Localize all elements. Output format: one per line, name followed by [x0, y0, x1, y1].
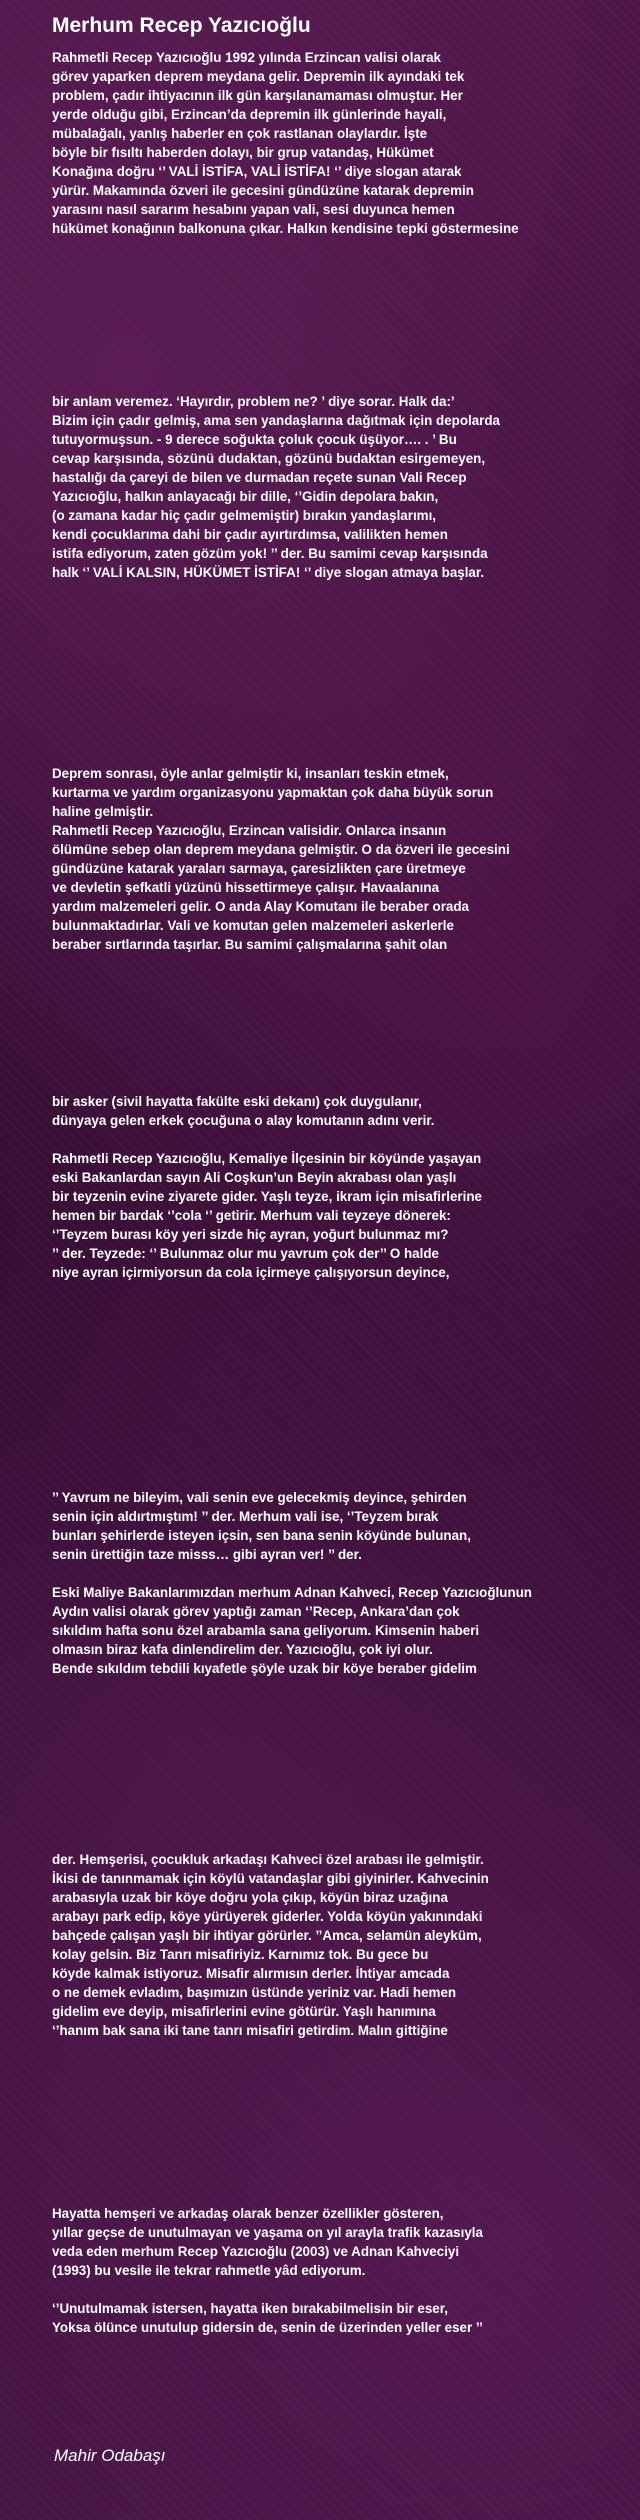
text-line: der. Hemşerisi, çocukluk arkadaşı Kahveci özel arabası ile gelmiştir.	[52, 1852, 484, 1867]
text-line: (1993) bu vesile ile tekrar rahmetle yâd ediyorum.	[52, 2263, 366, 2278]
text-line: veda eden merhum Recep Yazıcıoğlu (2003) ve Adnan Kahveciyi	[52, 2244, 460, 2259]
paragraph	[52, 392, 636, 582]
text-line: köyde kalmak istiyoruz. Misafir alırmısın derler. İhtiyar amcada	[52, 1966, 450, 1981]
text-line: istifa ediyorum, zaten gözüm yok! ’’ der. Bu samimi cevap karşısında	[52, 546, 488, 561]
text-line: hükümet konağının balkonuna çıkar. Halkın kendisine tepki göstermesine	[52, 221, 519, 236]
text-line: eski Bakanlardan sayın Ali Coşkun’un Beyin akrabası olan yaşlı	[52, 1170, 457, 1185]
text-line	[52, 2280, 636, 2299]
text-line: halk ‘’ VALİ KALSIN, HÜKÜMET İSTİFA! ‘’ diye slogan atmaya başlar.	[52, 565, 485, 580]
paragraph	[52, 764, 636, 954]
text-line: sıkıldım hafta sonu özel arabamla sana geliyorum. Kimsenin haberi	[52, 1623, 480, 1638]
paragraph	[52, 1092, 636, 1282]
text-line: bir anlam veremez. ‘Hayırdır, problem ne? ’ diye sorar. Halk da:’	[52, 394, 455, 409]
page-title: Merhum Recep Yazıcıoğlu	[52, 14, 311, 37]
text-line: Rahmetli Recep Yazıcıoğlu, Erzincan valisidir. Onlarca insanın	[52, 823, 447, 838]
text-line: kolay gelsin. Biz Tanrı misafiriyiz. Karnımız tok. Bu gece bu	[52, 1947, 429, 1962]
text-line: yarasını nasıl sararım hesabını yapan vali, sesi duyunca hemen	[52, 202, 455, 217]
text-line: gidelim eve deyip, misafirlerini evine götürür. Yaşlı hanımına	[52, 2004, 436, 2019]
text-line: (o zamana kadar hiç çadır gelmemiştir) bırakın yandaşlarımı,	[52, 508, 437, 523]
text-line: ölümüne sebep olan deprem meydana gelmiştir. O da özveri ile gecesini	[52, 842, 510, 857]
text-line: ’’ Yavrum ne bileyim, vali senin eve gelecekmiş deyince, şehirden	[52, 1490, 467, 1505]
text-line: tutuyormuşsun. - 9 derece soğukta çoluk çocuk üşüyor…. . ’ Bu	[52, 432, 457, 447]
text-line: ‘’Unutulmamak istersen, hayatta iken bırakabilmelisin bir eser,	[52, 2301, 448, 2316]
text-line: bahçede çalışan yaşlı bir ihtiyar görürler. ’’Amca, selamün aleyküm,	[52, 1928, 482, 1943]
text-line: Yoksa ölünce unutulup gidersin de, senin de üzerinden yeller eser ’’	[52, 2320, 483, 2335]
text-line: hemen bir bardak ‘’cola ‘’ getirir. Merhum vali teyzeye dönerek:	[52, 1208, 451, 1223]
text-line: bir asker (sivil hayatta fakülte eski dekanı) çok duygulanır,	[52, 1094, 422, 1109]
text-line: senin için aldırtmıştım! ’’ der. Merhum vali ise, ‘’Teyzem bırak	[52, 1509, 439, 1524]
text-line: kurtarma ve yardım organizasyonu yapmaktan çok daha büyük sorun	[52, 785, 494, 800]
text-line: Eski Maliye Bakanlarımızdan merhum Adnan Kahveci, Recep Yazıcıoğlunun	[52, 1585, 532, 1600]
text-line: arabayı park edip, köye yürüyerek giderler. Yolda köyün yakınındaki	[52, 1909, 483, 1924]
text-line: olmasın biraz kafa dinlendirelim der. Yazıcıoğlu, çok iyi olur.	[52, 1642, 433, 1657]
text-line: Deprem sonrası, öyle anlar gelmiştir ki, insanları teskin etmek,	[52, 766, 449, 781]
text-line: arabasıyla uzak bir köye doğru yola çıkıp, köyün biraz uzağına	[52, 1890, 448, 1905]
text-line: kendi çocuklarıma dahi bir çadır ayırtırdımsa, valilikten hemen	[52, 527, 448, 542]
text-line: senin ürettiğin taze misss… gibi ayran ver! ’’ der.	[52, 1547, 362, 1562]
text-line: Rahmetli Recep Yazıcıoğlu, Kemaliye İlçesinin bir köyünde yaşayan	[52, 1151, 482, 1166]
paragraph	[52, 2204, 636, 2337]
text-line: o ne demek evladım, başımızın üstünde yeriniz var. Hadi hemen	[52, 1985, 457, 2000]
text-line: görev yaparken deprem meydana gelir. Depremin ilk ayındaki tek	[52, 69, 465, 84]
text-line: Rahmetli Recep Yazıcıoğlu 1992 yılında Erzincan valisi olarak	[52, 50, 441, 65]
text-line: niye ayran içirmiyorsun da cola içirmeye çalışıyorsun deyince,	[52, 1265, 450, 1280]
text-line: bunları şehirlerde isteyen içsin, sen bana senin köyünde bulunan,	[52, 1528, 471, 1543]
text-line: hastalığı da çareyi de bilen ve durmadan reçete sunan Vali Recep	[52, 470, 467, 485]
text-line: böyle bir fısıltı haberden dolayı, bir grup vatandaş, Hükümet	[52, 145, 434, 160]
text-line: yıllar geçse de unutulmayan ve yaşama on yıl arayla trafik kazasıyla	[52, 2225, 483, 2240]
text-line: yürür. Makamında özveri ile gecesini gündüzüne katarak depremin	[52, 183, 474, 198]
text-line: dünyaya gelen erkek çocuğuna o alay komutanın adını verir.	[52, 1113, 435, 1128]
paragraph	[52, 1488, 636, 1678]
text-line: Bizim için çadır gelmiş, ama sen yandaşlarına dağıtmak için depolarda	[52, 413, 501, 428]
text-line: Hayatta hemşeri ve arkadaş olarak benzer özellikler gösteren,	[52, 2206, 444, 2221]
text-line: İkisi de tanınmamak için köylü vatandaşlar gibi giyinirler. Kahvecinin	[52, 1871, 489, 1886]
text-line: bir teyzenin evine ziyarete gider. Yaşlı teyze, ikram için misafirlerine	[52, 1189, 482, 1204]
text-line: ‘’hanım bak sana iki tane tanrı misafiri getirdim. Malın gittiğine	[52, 2023, 448, 2038]
text-line: bulunmaktadırlar. Vali ve komutan gelen malzemeleri askerlerle	[52, 918, 454, 933]
text-line: ’’ der. Teyzede: ‘’ Bulunmaz olur mu yavrum çok der’’ O halde	[52, 1246, 439, 1261]
text-line: Bende sıkıldım tebdili kıyafetle şöyle uzak bir köye beraber gidelim	[52, 1661, 477, 1676]
text-line: haline gelmiştir.	[52, 804, 154, 819]
text-line: yerde olduğu gibi, Erzincan’da depremin ilk günlerinde hayali,	[52, 107, 447, 122]
author-name: Mahir Odabaşı	[54, 2446, 166, 2465]
text-line: beraber sırtlarında taşırlar. Bu samimi çalışmalarına şahit olan	[52, 937, 448, 952]
text-line: cevap karşısında, sözünü dudaktan, gözünü budaktan esirgemeyen,	[52, 451, 486, 466]
text-line: mübalağalı, yanlış haberler en çok rastlanan olaylardır. İşte	[52, 126, 428, 141]
text-line: Aydın valisi olarak görev yaptığı zaman ‘’Recep, Ankara’dan çok	[52, 1604, 460, 1619]
text-line: gündüzüne katarak yaraları sarmaya, çaresizlikten çare üretmeye	[52, 861, 466, 876]
paragraph	[52, 48, 636, 238]
text-line: ve devletin şefkatli yüzünü hissettirmeye çalışır. Havaalanına	[52, 880, 440, 895]
text-line	[52, 1130, 636, 1149]
text-line: Konağına doğru ‘’ VALİ İSTİFA, VALİ İSTİFA! ‘’ diye slogan atarak	[52, 164, 462, 179]
text-line: ‘’Teyzem burası köy yeri sizde hiç ayran, yoğurt bulunmaz mı?	[52, 1227, 449, 1242]
text-line: Yazıcıoğlu, halkın anlayacağı bir dille, ‘’Gidin depolara bakın,	[52, 489, 439, 504]
text-line: yardım malzemeleri gelir. O anda Alay Komutanı ile beraber orada	[52, 899, 469, 914]
text-line: problem, çadır ihtiyacının ilk gün karşılanamaması olmuştur. Her	[52, 88, 463, 103]
paragraph	[52, 1850, 636, 2040]
text-line	[52, 1564, 636, 1583]
